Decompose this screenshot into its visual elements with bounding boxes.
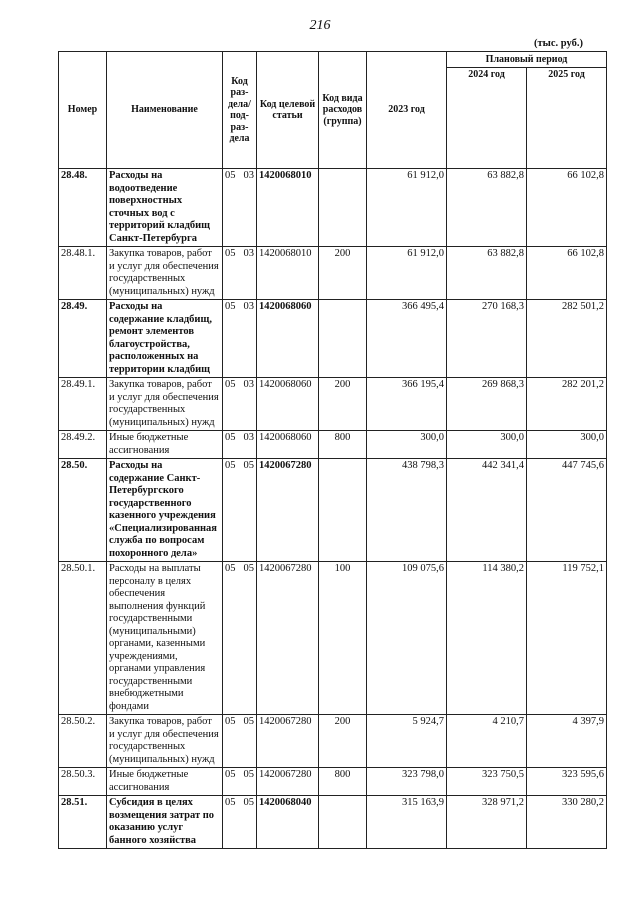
row-amount-2023: 61 912,0 bbox=[367, 247, 447, 300]
row-target-code: 1420067280 bbox=[257, 459, 319, 562]
row-expense-type: 100 bbox=[319, 562, 367, 715]
row-amount-2025: 4 397,9 bbox=[527, 715, 607, 768]
row-amount-2024: 4 210,7 bbox=[447, 715, 527, 768]
row-podrazdel: 05 bbox=[243, 769, 254, 780]
row-amount-2024: 323 750,5 bbox=[447, 768, 527, 796]
row-razdel: 05 bbox=[225, 716, 236, 727]
row-section-code bbox=[223, 796, 257, 849]
row-target-code: 1420067280 bbox=[257, 562, 319, 715]
table-row bbox=[59, 562, 607, 715]
row-number: 28.48. bbox=[59, 169, 107, 247]
header-year-2025: 2025 год bbox=[527, 68, 607, 169]
row-podrazdel: 03 bbox=[243, 301, 254, 312]
row-amount-2023: 323 798,0 bbox=[367, 768, 447, 796]
row-number: 28.50. bbox=[59, 459, 107, 562]
row-expense-type bbox=[319, 300, 367, 378]
row-section-code bbox=[223, 459, 257, 562]
table-row bbox=[59, 768, 607, 796]
row-number: 28.49.2. bbox=[59, 431, 107, 459]
row-target-code: 1420067280 bbox=[257, 768, 319, 796]
row-razdel: 05 bbox=[225, 248, 236, 259]
row-razdel: 05 bbox=[225, 432, 236, 443]
units-label: (тыс. руб.) bbox=[534, 38, 583, 49]
row-target-code: 1420068010 bbox=[257, 169, 319, 247]
row-podrazdel: 05 bbox=[243, 460, 254, 471]
row-amount-2023: 5 924,7 bbox=[367, 715, 447, 768]
header-section: Код раз-дела/ под-раз-дела bbox=[223, 52, 257, 169]
row-name: Иные бюджетные ассигнования bbox=[107, 768, 223, 796]
row-target-code: 1420068060 bbox=[257, 431, 319, 459]
row-number: 28.50.3. bbox=[59, 768, 107, 796]
header-target: Код целевой статьи bbox=[257, 52, 319, 169]
row-amount-2024: 63 882,8 bbox=[447, 247, 527, 300]
row-expense-type bbox=[319, 796, 367, 849]
row-name: Расходы на содержание Санкт-Петербургского государственного казенного учреждения «Специализированная служба по вопросам похоронного дела» bbox=[107, 459, 223, 562]
row-podrazdel: 05 bbox=[243, 797, 254, 808]
row-amount-2024: 442 341,4 bbox=[447, 459, 527, 562]
budget-table bbox=[58, 51, 607, 849]
row-amount-2025: 66 102,8 bbox=[527, 247, 607, 300]
row-number: 28.50.1. bbox=[59, 562, 107, 715]
page-number: 216 bbox=[309, 18, 331, 33]
row-amount-2023: 315 163,9 bbox=[367, 796, 447, 849]
row-razdel: 05 bbox=[225, 301, 236, 312]
row-expense-type: 200 bbox=[319, 715, 367, 768]
row-section-code bbox=[223, 169, 257, 247]
header-planned-period: Плановый период bbox=[447, 52, 607, 68]
header-year-2024: 2024 год bbox=[447, 68, 527, 169]
row-amount-2023: 366 495,4 bbox=[367, 300, 447, 378]
row-name: Субсидия в целях возмещения затрат по оказанию услуг банного хозяйства bbox=[107, 796, 223, 849]
row-expense-type: 200 bbox=[319, 378, 367, 431]
header-name: Наименование bbox=[107, 52, 223, 169]
row-amount-2025: 119 752,1 bbox=[527, 562, 607, 715]
row-name: Расходы на водоотведение поверхностных сточных вод с территорий кладбищ Санкт-Петербурга bbox=[107, 169, 223, 247]
row-number: 28.49.1. bbox=[59, 378, 107, 431]
row-number: 28.49. bbox=[59, 300, 107, 378]
row-razdel: 05 bbox=[225, 170, 236, 181]
row-name: Иные бюджетные ассигнования bbox=[107, 431, 223, 459]
row-amount-2025: 66 102,8 bbox=[527, 169, 607, 247]
row-podrazdel: 05 bbox=[243, 563, 254, 574]
row-podrazdel: 03 bbox=[243, 248, 254, 259]
row-razdel: 05 bbox=[225, 797, 236, 808]
row-amount-2025: 282 201,2 bbox=[527, 378, 607, 431]
row-expense-type: 800 bbox=[319, 431, 367, 459]
row-amount-2023: 366 195,4 bbox=[367, 378, 447, 431]
row-name: Расходы на выплаты персоналу в целях обеспечения выполнения функций государственными (муниципальными) органами, казенными учреждениями, органами управления государственными внебюджетными фондами bbox=[107, 562, 223, 715]
row-section-code bbox=[223, 715, 257, 768]
table-row bbox=[59, 431, 607, 459]
row-target-code: 1420068060 bbox=[257, 378, 319, 431]
table-row bbox=[59, 169, 607, 247]
row-amount-2025: 282 501,2 bbox=[527, 300, 607, 378]
row-number: 28.51. bbox=[59, 796, 107, 849]
row-target-code: 1420068040 bbox=[257, 796, 319, 849]
row-amount-2024: 269 868,3 bbox=[447, 378, 527, 431]
row-target-code: 1420068010 bbox=[257, 247, 319, 300]
row-section-code bbox=[223, 300, 257, 378]
row-amount-2025: 323 595,6 bbox=[527, 768, 607, 796]
row-amount-2025: 447 745,6 bbox=[527, 459, 607, 562]
row-amount-2024: 114 380,2 bbox=[447, 562, 527, 715]
row-amount-2023: 300,0 bbox=[367, 431, 447, 459]
row-number: 28.50.2. bbox=[59, 715, 107, 768]
row-amount-2024: 270 168,3 bbox=[447, 300, 527, 378]
row-amount-2023: 61 912,0 bbox=[367, 169, 447, 247]
row-name: Закупка товаров, работ и услуг для обеспечения государственных (муниципальных) нужд bbox=[107, 247, 223, 300]
row-podrazdel: 03 bbox=[243, 379, 254, 390]
row-razdel: 05 bbox=[225, 460, 236, 471]
row-podrazdel: 03 bbox=[243, 432, 254, 443]
row-name: Расходы на содержание кладбищ, ремонт элементов благоустройства, расположенных на территории кладбищ bbox=[107, 300, 223, 378]
row-razdel: 05 bbox=[225, 563, 236, 574]
row-amount-2023: 438 798,3 bbox=[367, 459, 447, 562]
table-row bbox=[59, 300, 607, 378]
row-amount-2024: 300,0 bbox=[447, 431, 527, 459]
row-expense-type bbox=[319, 169, 367, 247]
row-section-code bbox=[223, 768, 257, 796]
row-razdel: 05 bbox=[225, 769, 236, 780]
row-expense-type bbox=[319, 459, 367, 562]
row-section-code bbox=[223, 247, 257, 300]
row-podrazdel: 05 bbox=[243, 716, 254, 727]
row-target-code: 1420067280 bbox=[257, 715, 319, 768]
row-amount-2025: 330 280,2 bbox=[527, 796, 607, 849]
row-expense-type: 800 bbox=[319, 768, 367, 796]
table-row bbox=[59, 247, 607, 300]
row-section-code bbox=[223, 378, 257, 431]
table-row bbox=[59, 378, 607, 431]
table-row bbox=[59, 796, 607, 849]
row-amount-2023: 109 075,6 bbox=[367, 562, 447, 715]
row-amount-2025: 300,0 bbox=[527, 431, 607, 459]
table-row bbox=[59, 715, 607, 768]
row-podrazdel: 03 bbox=[243, 170, 254, 181]
header-expense-type: Код вида расходов (группа) bbox=[319, 52, 367, 169]
table-row bbox=[59, 459, 607, 562]
row-amount-2024: 63 882,8 bbox=[447, 169, 527, 247]
table-body bbox=[59, 169, 607, 849]
row-section-code bbox=[223, 431, 257, 459]
row-name: Закупка товаров, работ и услуг для обеспечения государственных (муниципальных) нужд bbox=[107, 378, 223, 431]
row-razdel: 05 bbox=[225, 379, 236, 390]
row-name: Закупка товаров, работ и услуг для обеспечения государственных (муниципальных) нужд bbox=[107, 715, 223, 768]
row-expense-type: 200 bbox=[319, 247, 367, 300]
row-section-code bbox=[223, 562, 257, 715]
row-amount-2024: 328 971,2 bbox=[447, 796, 527, 849]
row-number: 28.48.1. bbox=[59, 247, 107, 300]
header-number: Номер bbox=[59, 52, 107, 169]
header-year-2023: 2023 год bbox=[367, 52, 447, 169]
row-target-code: 1420068060 bbox=[257, 300, 319, 378]
